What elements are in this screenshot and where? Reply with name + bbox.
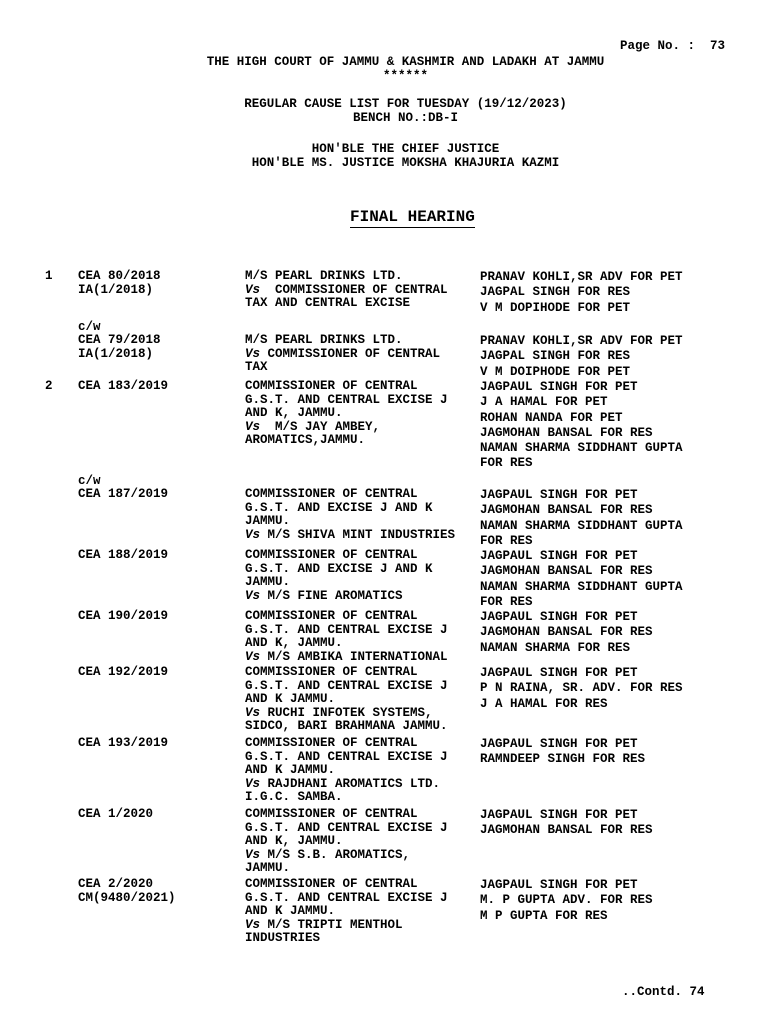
continued-footer: ..Contd. 74	[622, 985, 705, 999]
judge-chief-justice: HON'BLE THE CHIEF JUSTICE	[311, 142, 500, 156]
advocate: JAGPAL SINGH FOR RES	[480, 285, 631, 300]
respondent-cont: INDUSTRIES	[245, 931, 321, 945]
case-number: CEA 187/2019	[78, 487, 169, 501]
petitioner-cont: AND K, JAMMU.	[245, 834, 343, 848]
advocate: J A HAMAL FOR PET	[480, 395, 608, 410]
case-number: CEA 192/2019	[78, 665, 169, 679]
versus-label: Vs	[245, 588, 261, 603]
parties	[245, 808, 477, 876]
case-number: CEA 193/2019	[78, 736, 169, 750]
advocate: JAGPAUL SINGH FOR PET	[480, 737, 638, 751]
advocate: FOR RES	[480, 456, 533, 471]
parties	[245, 270, 477, 311]
petitioner: COMMISSIONER OF CENTRAL	[245, 665, 418, 679]
advocate: JAGPAUL SINGH FOR PET	[480, 380, 638, 394]
versus-label: Vs	[245, 346, 261, 361]
petitioner: COMMISSIONER OF CENTRAL	[245, 807, 418, 821]
case-number: CEA 79/2018	[78, 333, 161, 347]
advocate: JAGMOHAN BANSAL FOR RES	[480, 503, 653, 518]
petitioner-cont: G.S.T. AND CENTRAL EXCISE J	[245, 622, 448, 637]
advocate: NAMAN SHARMA SIDDHANT GUPTA	[480, 441, 683, 456]
petitioner: COMMISSIONER OF CENTRAL	[245, 487, 418, 501]
parties	[245, 737, 477, 805]
advocate: PRANAV KOHLI,SR ADV FOR PET	[480, 270, 683, 284]
case-number: CEA 1/2020	[78, 807, 154, 821]
versus-label: Vs	[245, 917, 261, 932]
serial-number: 2	[45, 379, 53, 393]
advocate: NAMAN SHARMA SIDDHANT GUPTA	[480, 518, 683, 533]
page-number: Page No. : 73	[620, 39, 726, 53]
advocate: M. P GUPTA ADV. FOR RES	[480, 893, 653, 908]
advocate: RAMNDEEP SINGH FOR RES	[480, 752, 646, 767]
petitioner: M/S PEARL DRINKS LTD.	[245, 333, 403, 347]
petitioner: COMMISSIONER OF CENTRAL	[245, 877, 418, 891]
petitioner-cont: G.S.T. AND EXCISE J AND K	[245, 500, 433, 515]
advocate: JAGPAUL SINGH FOR PET	[480, 488, 638, 502]
respondent-cont: JAMMU.	[245, 861, 291, 875]
advocates	[480, 878, 740, 924]
cause-list-title: REGULAR CAUSE LIST FOR TUESDAY (19/12/2023)	[244, 97, 567, 111]
advocate: JAGMOHAN BANSAL FOR RES	[480, 425, 653, 440]
versus-label: Vs	[245, 705, 261, 720]
advocate: V M DOPIHODE FOR PET	[480, 300, 631, 315]
advocates	[480, 666, 740, 712]
petitioner-cont: G.S.T. AND EXCISE J AND K	[245, 561, 433, 576]
case-numbers	[78, 737, 238, 751]
advocate: JAGPAUL SINGH FOR PET	[480, 666, 638, 680]
advocate: V M DOIPHODE FOR PET	[480, 364, 631, 379]
case-numbers	[78, 488, 238, 502]
advocate: JAGMOHAN BANSAL FOR RES	[480, 625, 653, 640]
advocate: JAGMOHAN BANSAL FOR RES	[480, 823, 653, 838]
petitioner: COMMISSIONER OF CENTRAL	[245, 736, 418, 750]
petitioner: COMMISSIONER OF CENTRAL	[245, 548, 418, 562]
versus-label: Vs	[245, 649, 261, 664]
case-number: IA(1/2018)	[78, 282, 154, 297]
respondent: M/S FINE AROMATICS	[267, 588, 403, 603]
advocates	[480, 737, 740, 768]
case-numbers	[78, 808, 238, 822]
case-number: CEA 183/2019	[78, 379, 169, 393]
advocates	[480, 334, 740, 380]
court-name: THE HIGH COURT OF JAMMU & KASHMIR AND LADAKH AT JAMMU	[206, 55, 605, 69]
petitioner-cont: G.S.T. AND CENTRAL EXCISE J	[245, 820, 448, 835]
judge-second: HON'BLE MS. JUSTICE MOKSHA KHAJURIA KAZMI	[251, 156, 560, 170]
advocates	[480, 610, 740, 656]
respondent-cont: I.G.C. SAMBA.	[245, 790, 343, 804]
respondent: COMMISSIONER OF CENTRAL	[275, 282, 448, 297]
advocates	[480, 270, 740, 316]
connected-with-label: c/w	[78, 474, 101, 488]
respondent: M/S JAY AMBEY,	[275, 419, 381, 434]
respondent: M/S SHIVA MINT INDUSTRIES	[267, 527, 456, 542]
parties	[245, 334, 477, 375]
respondent: RAJDHANI AROMATICS LTD.	[267, 776, 441, 791]
case-numbers	[78, 878, 238, 905]
case-number: CEA 2/2020	[78, 877, 154, 891]
case-numbers	[78, 334, 238, 361]
case-number: CEA 188/2019	[78, 548, 169, 562]
advocate: P N RAINA, SR. ADV. FOR RES	[480, 681, 683, 696]
advocate: NAMAN SHARMA FOR RES	[480, 640, 631, 655]
advocate: J A HAMAL FOR RES	[480, 696, 608, 711]
advocate: JAGMOHAN BANSAL FOR RES	[480, 564, 653, 579]
case-number: CM(9480/2021)	[78, 890, 176, 905]
respondent: M/S S.B. AROMATICS,	[267, 847, 411, 862]
advocate: PRANAV KOHLI,SR ADV FOR PET	[480, 334, 683, 348]
case-numbers	[78, 549, 238, 563]
petitioner: COMMISSIONER OF CENTRAL	[245, 609, 418, 623]
petitioner-cont: AND K JAMMU.	[245, 904, 336, 918]
advocate: NAMAN SHARMA SIDDHANT GUPTA	[480, 579, 683, 594]
case-number: CEA 190/2019	[78, 609, 169, 623]
respondent-cont: TAX	[245, 360, 268, 374]
advocates	[480, 488, 740, 549]
versus-label: Vs	[245, 419, 261, 434]
versus-label: Vs	[245, 527, 261, 542]
advocate: FOR RES	[480, 533, 533, 548]
advocate: JAGPAL SINGH FOR RES	[480, 349, 631, 364]
petitioner-cont: G.S.T. AND CENTRAL EXCISE J	[245, 890, 448, 905]
parties	[245, 380, 477, 448]
connected-with-label: c/w	[78, 320, 101, 334]
parties	[245, 488, 477, 542]
parties	[245, 610, 477, 664]
case-number: CEA 80/2018	[78, 269, 161, 283]
parties	[245, 549, 477, 603]
case-number: IA(1/2018)	[78, 346, 154, 361]
petitioner-cont: AND K JAMMU.	[245, 763, 336, 777]
header-stars: ******	[382, 69, 428, 83]
respondent-cont: SIDCO, BARI BRAHMANA JAMMU.	[245, 719, 448, 733]
versus-label: Vs	[245, 847, 261, 862]
petitioner-cont: G.S.T. AND CENTRAL EXCISE J	[245, 678, 448, 693]
respondent-cont: TAX AND CENTRAL EXCISE	[245, 296, 411, 310]
bench-number: BENCH NO.:DB-I	[352, 111, 459, 125]
advocate: ROHAN NANDA FOR PET	[480, 410, 623, 425]
petitioner-cont: G.S.T. AND CENTRAL EXCISE J	[245, 392, 448, 407]
advocate: JAGPAUL SINGH FOR PET	[480, 808, 638, 822]
petitioner-cont: G.S.T. AND CENTRAL EXCISE J	[245, 749, 448, 764]
section-title: FINAL HEARING	[350, 208, 475, 226]
petitioner-cont: AND K JAMMU.	[245, 692, 336, 706]
case-numbers	[78, 666, 238, 680]
advocate: JAGPAUL SINGH FOR PET	[480, 549, 638, 563]
case-numbers	[78, 610, 238, 624]
advocates	[480, 549, 740, 610]
petitioner: COMMISSIONER OF CENTRAL	[245, 379, 418, 393]
respondent: M/S TRIPTI MENTHOL	[267, 917, 403, 932]
advocates	[480, 380, 740, 472]
case-numbers	[78, 380, 238, 394]
petitioner-cont: AND K, JAMMU.	[245, 636, 343, 650]
petitioner-cont: JAMMU.	[245, 575, 291, 589]
respondent: RUCHI INFOTEK SYSTEMS,	[267, 705, 433, 720]
petitioner-cont: AND K, JAMMU.	[245, 406, 343, 420]
parties	[245, 878, 477, 946]
petitioner: M/S PEARL DRINKS LTD.	[245, 269, 403, 283]
advocate: JAGPAUL SINGH FOR PET	[480, 610, 638, 624]
advocates	[480, 808, 740, 839]
advocate: M P GUPTA FOR RES	[480, 908, 608, 923]
advocate: FOR RES	[480, 594, 533, 609]
serial-number: 1	[45, 269, 53, 283]
versus-label: Vs	[245, 776, 261, 791]
advocate: JAGPAUL SINGH FOR PET	[480, 878, 638, 892]
petitioner-cont: JAMMU.	[245, 514, 291, 528]
case-numbers	[78, 270, 238, 297]
respondent: M/S AMBIKA INTERNATIONAL	[267, 649, 448, 664]
respondent-cont: AROMATICS,JAMMU.	[245, 433, 366, 447]
respondent: COMMISSIONER OF CENTRAL	[267, 346, 441, 361]
parties	[245, 666, 477, 734]
versus-label: Vs	[245, 282, 261, 297]
